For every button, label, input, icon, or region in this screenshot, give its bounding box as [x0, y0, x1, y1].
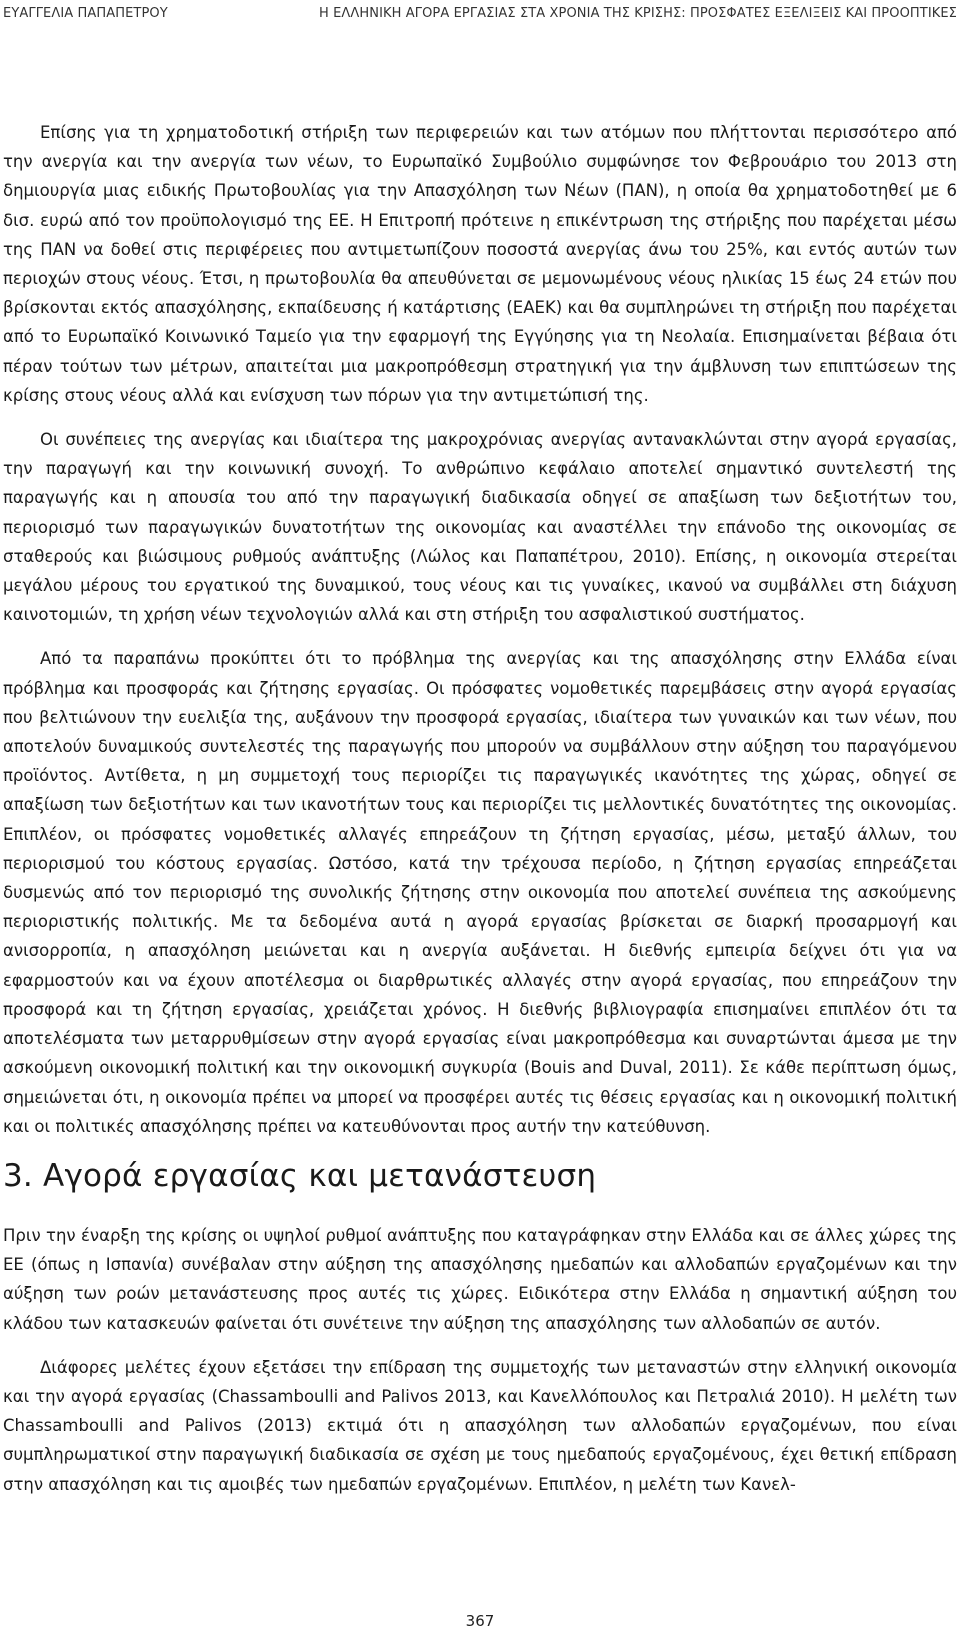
section-heading: 3. Αγορά εργασίας και μετανάστευση: [3, 1157, 597, 1194]
running-head-author: ΕΥΑΓΓΕΛΙΑ ΠΑΠΑΠΕΤΡΟΥ: [3, 6, 168, 21]
running-head: [0, 0, 960, 28]
body-paragraph-1: Επίσης για τη χρηματοδοτική στήριξη των περιφερειών και των ατόμων που πλήττονται περισσότερο από την ανεργία και την ανεργία των νέων, το Ευρωπαϊκό Συμβούλιο συμφώνησε τον Φεβρουάριο του 2013 στη δημιουργία μιας ειδικής Πρωτοβουλίας για την Απασχόληση των Νέων (ΠΑΝ), η οποία θα χρηματοδοτηθεί με 6 δισ. ευρώ από τον προϋπολογισμό της ΕΕ. Η Επιτροπή πρότεινε η επικέντρωση της στήριξης που παρέχεται μέσω της ΠΑΝ να δοθεί στις περιφέρειες που αντιμετωπίζουν ποσοστά ανεργίας άνω του 25%, και εντός αυτών των περιοχών στους νέους. Έτσι, η πρωτοβουλία θα απευθύνεται σε μεμονωμένους νέους ηλικίας 15 έως 24 ετών που βρίσκονται εκτός απασχόλησης, εκπαίδευσης ή κατάρτισης (ΕΑΕΚ) και θα συμπληρώνει τη στήριξη που παρέχεται από το Ευρωπαϊκό Κοινωνικό Ταμείο για την εφαρμογή της Εγγύησης για τη Νεολαία. Επισημαίνεται βέβαια ότι πέραν τούτων των μέτρων, απαιτείται μια μακροπρόθεσμη στρατηγική για την άμβλυνση των επιπτώσεων της κρίσης στους νέους αλλά και ενίσχυση των πόρων για την αντιμετώπισή της.: [3, 123, 957, 405]
body-paragraph-3: Από τα παραπάνω προκύπτει ότι το πρόβλημα της ανεργίας και της απασχόλησης στην Ελλάδα είναι πρόβλημα και προσφοράς και ζήτησης εργασίας. Οι πρόσφατες νομοθετικές παρεμβάσεις στην αγορά εργασίας που βελτιώνουν την ευελιξία της, αυξάνουν την προσφορά εργασίας, ιδιαίτερα των γυναικών και των νέων, που αποτελούν δυναμικούς συντελεστές της παραγωγής που μπορούν να συμβάλλουν στην αύξηση του παραγόμενου προϊόντος. Αντίθετα, η μη συμμετοχή τους περιορίζει τις παραγωγικές ικανότητες της χώρας, οδηγεί σε απαξίωση των δεξιοτήτων και των ικανοτήτων τους και περιορίζει τις μελλοντικές δυνατότητες της οικονομίας. Επιπλέον, οι πρόσφατες νομοθετικές αλλαγές επηρεάζουν τη ζήτηση εργασίας, μέσω, μεταξύ άλλων, του περιορισμού του κόστους εργασίας. Ωστόσο, κατά την τρέχουσα περίοδο, η ζήτηση εργασίας επηρεάζεται δυσμενώς από τον περιορισμό της συνολικής ζήτησης στην οικονομία που αποτελεί συνέπεια της ασκούμενης περιοριστικής πολιτικής. Με τα δεδομένα αυτά η αγορά εργασίας βρίσκεται σε διαρκή προσαρμογή και ανισορροπία, η απασχόληση μειώνεται και η ανεργία αυξάνεται. Η διεθνής εμπειρία δείχνει ότι για να εφαρμοστούν και να έχουν αποτέλεσμα οι διαρθρωτικές αλλαγές στην αγορά εργασίας, που επηρεάζουν την προσφορά και τη ζήτηση εργασίας, χρειάζεται χρόνος. Η διεθνής βιβλιογραφία επισημαίνει επιπλέον ότι τα αποτελέσματα των μεταρρυθμίσεων στην αγορά εργασίας είναι μακροπρόθεσμα και συναρτώνται άμεσα με την ασκούμενη οικονομική πολιτική και την οικονομική συγκυρία (Bouis and Duval, 2011). Σε κάθε περίπτωση όμως, σημειώνεται ότι, η οικονομία πρέπει να μπορεί να προσφέρει αυτές τις θέσεις εργασίας και η οικονομική πολιτική και οι πολιτικές απασχόλησης πρέπει να κατευθύνονται προς αυτήν την κατεύθυνση.: [3, 649, 957, 1136]
body-paragraph-2: Οι συνέπειες της ανεργίας και ιδιαίτερα της μακροχρόνιας ανεργίας αντανακλώνται στην αγορά εργασίας, την παραγωγή και την κοινωνική συνοχή. Το ανθρώπινο κεφάλαιο αποτελεί σημαντικό συντελεστή της παραγωγής και η απουσία του από την παραγωγική διαδικασία οδηγεί σε απαξίωση των δεξιοτήτων του, περιορισμό των παραγωγικών δυνατοτήτων της οικονομίας και αναστέλλει την επάνοδο της οικονομίας σε σταθερούς και βιώσιμους ρυθμούς ανάπτυξης (Λώλος και Παπαπέτρου, 2010). Επίσης, η οικονομία στερείται μεγάλου μέρους του εργατικού της δυναμικού, τους νέους και τις γυναίκες, ικανού να συμβάλλει στη διάχυση καινοτομιών, τη χρήση νέων τεχνολογιών αλλά και στη στήριξη του ασφαλιστικού συστήματος.: [3, 430, 957, 625]
page-number: 367: [465, 1612, 495, 1630]
section-paragraph-1: Πριν την έναρξη της κρίσης οι υψηλοί ρυθμοί ανάπτυξης που καταγράφηκαν στην Ελλάδα και σε άλλες χώρες της ΕΕ (όπως η Ισπανία) συνέβαλαν στην αύξηση της απασχόλησης ημεδαπών και αλλοδαπών εργαζομένων και την αύξηση των ροών μετανάστευσης προς αυτές τις χώρες. Ειδικότερα στην Ελλάδα η σημαντική αύξηση του κλάδου των κατασκευών φαίνεται ότι συνέτεινε την αύξηση της απασχόλησης των αλλοδαπών σε αυτόν.: [3, 1225, 957, 1333]
page-body: [3, 118, 957, 1514]
running-head-title: Η ΕΛΛΗΝΙΚΗ ΑΓΟΡΑ ΕΡΓΑΣΙΑΣ ΣΤΑ ΧΡΟΝΙΑ ΤΗΣ ΚΡΙΣΗΣ: ΠΡΟΣΦΑΤΕΣ ΕΞΕΛΙΞΕΙΣ ΚΑΙ ΠΡΟΟΠΤΙΚΕΣ: [318, 6, 957, 21]
section-paragraph-2: Διάφορες μελέτες έχουν εξετάσει την επίδραση της συμμετοχής των μεταναστών στην ελληνική οικονομία και την αγορά εργασίας (Chassamboulli and Palivos 2013, και Κανελλόπουλος και Πετραλιά 2010). Η μελέτη των Chassamboulli and Palivos (2013) εκτιμά ότι η απασχόληση των αλλοδαπών εργαζομένων, που είναι συμπληρωματικοί στην παραγωγική διαδικασία σε σχέση με τους ημεδαπούς εργαζομένους, έχει θετική επίδραση στην απασχόληση και τις αμοιβές των ημεδαπών εργαζομένων. Επιπλέον, η μελέτη των Κανελ-: [3, 1357, 957, 1494]
